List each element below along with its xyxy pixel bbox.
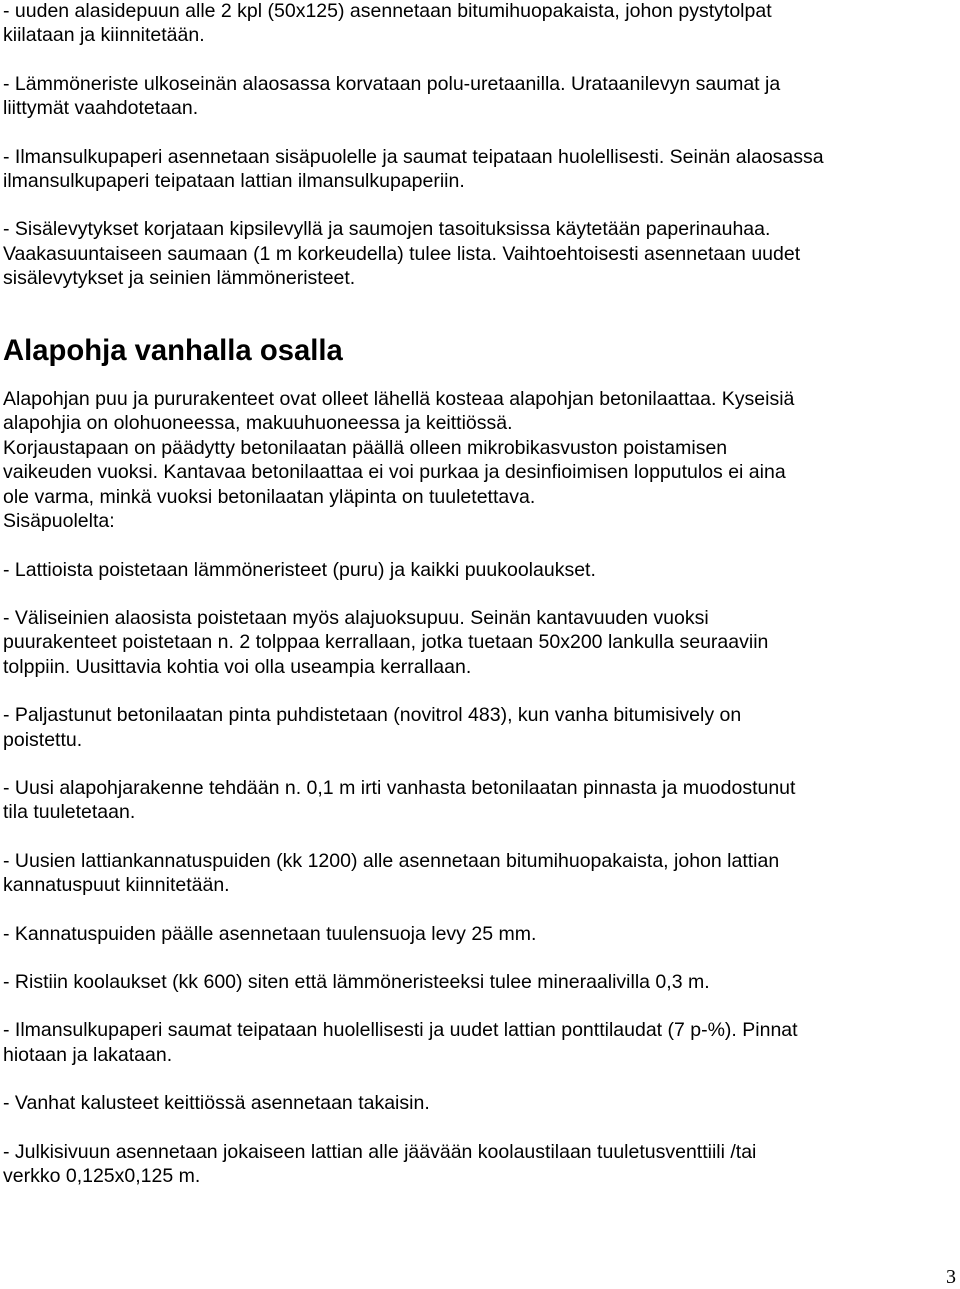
paragraph-floor-intro: Alapohjan puu ja pururakenteet ovat olleet lähellä kosteaa alapohjan betonilaattaa. Kyseisiä alapohjia on olohuoneessa, makuuhuoneessa ja keittiössä. Korjaustapaan on päädytty betonilaatan päällä olleen mikrobikasvuston poistamisen vaikeuden vuoksi. Kantavaa betonilaattaa ei voi purkaa ja desinfioimisen lopputulos ei aina ole varma, minkä vuoksi betonilaatan yläpinta on tuuletettava. Sisäpuolelta: — [3, 388, 795, 533]
paragraph-sill-bitumen-strip: - uuden alasidepuun alle 2 kpl (50x125) asennetaan bitumihuopakaista, johon pystytolpat kiilataan ja kiinnitetään. — [3, 0, 772, 47]
step-wind-barrier-board: - Kannatuspuiden päälle asennetaan tuulensuoja levy 25 mm. — [3, 922, 537, 945]
document-page — [3, 0, 953, 1188]
step-cross-battens: - Ristiin koolaukset (kk 600) siten että lämmöneristeeksi tulee mineraalivilla 0,3 m. — [3, 970, 710, 993]
step-reinstall-cabinets: - Vanhat kalusteet keittiössä asennetaan takaisin. — [3, 1092, 430, 1115]
step-clean-slab: - Paljastunut betonilaatan pinta puhdistetaan (novitrol 483), kun vanha bitumisively on poistettu. — [3, 704, 742, 751]
step-remove-bottom-plate: - Väliseinien alaosista poistetaan myös alajuoksupuu. Seinän kantavuuden vuoksi puurakenteet poistetaan n. 2 tolppaa kerrallaan, jotka tuetaan 50x200 lankulla seuraaviin tolppiin. Uusittavia kohtia voi olla useampia kerrallaan. — [3, 606, 769, 678]
section-heading: Alapohja vanhalla osalla — [3, 334, 343, 367]
step-floor-boards: - Ilmansulkupaperi saumat teipataan huolellisesti ja uudet lattian ponttilaudat (7 p-%). Pinnat hiotaan ja lakataan. — [3, 1019, 798, 1066]
step-new-floor-structure: - Uusi alapohjarakenne tehdään n. 0,1 m irti vanhasta betonilaatan pinnasta ja muodostunut tila tuuletetaan. — [3, 776, 796, 824]
step-support-beams: - Uusien lattiankannatuspuiden (kk 1200) alle asennetaan bitumihuopakaista, johon lattian kannatuspuut kiinnitetään. — [3, 849, 780, 897]
paragraph-air-barrier-paper: - Ilmansulkupaperi asennetaan sisäpuolelle ja saumat teipataan huolellisesti. Seinän alaosassa ilmansulkupaperi teipataan lattian ilmansulkupaperiin. — [3, 145, 824, 193]
page-number: 3 — [946, 1266, 956, 1288]
step-remove-insulation: - Lattioista poistetaan lämmöneristeet (puru) ja kaikki puukoolaukset. — [3, 558, 596, 581]
paragraph-interior-boards: - Sisälevytykset korjataan kipsilevyllä ja saumojen tasoituksissa käytetään paperinauhaa. Vaakasuuntaiseen saumaan (1 m korkeudella) tulee lista. Vaihtoehtoisesti asennetaan uudet sisälevytykset ja seinien lämmöneristeet. — [3, 218, 801, 290]
paragraph-polyurethane-insulation: - Lämmöneriste ulkoseinän alaosassa korvataan polu-uretaanilla. Urataanilevyn saumat ja liittymät vaahdotetaan. — [3, 72, 781, 120]
step-facade-vents: - Julkisivuun asennetaan jokaiseen lattian alle jäävään koolaustilaan tuuletusventtiili /tai verkko 0,125x0,125 m. — [3, 1140, 757, 1187]
